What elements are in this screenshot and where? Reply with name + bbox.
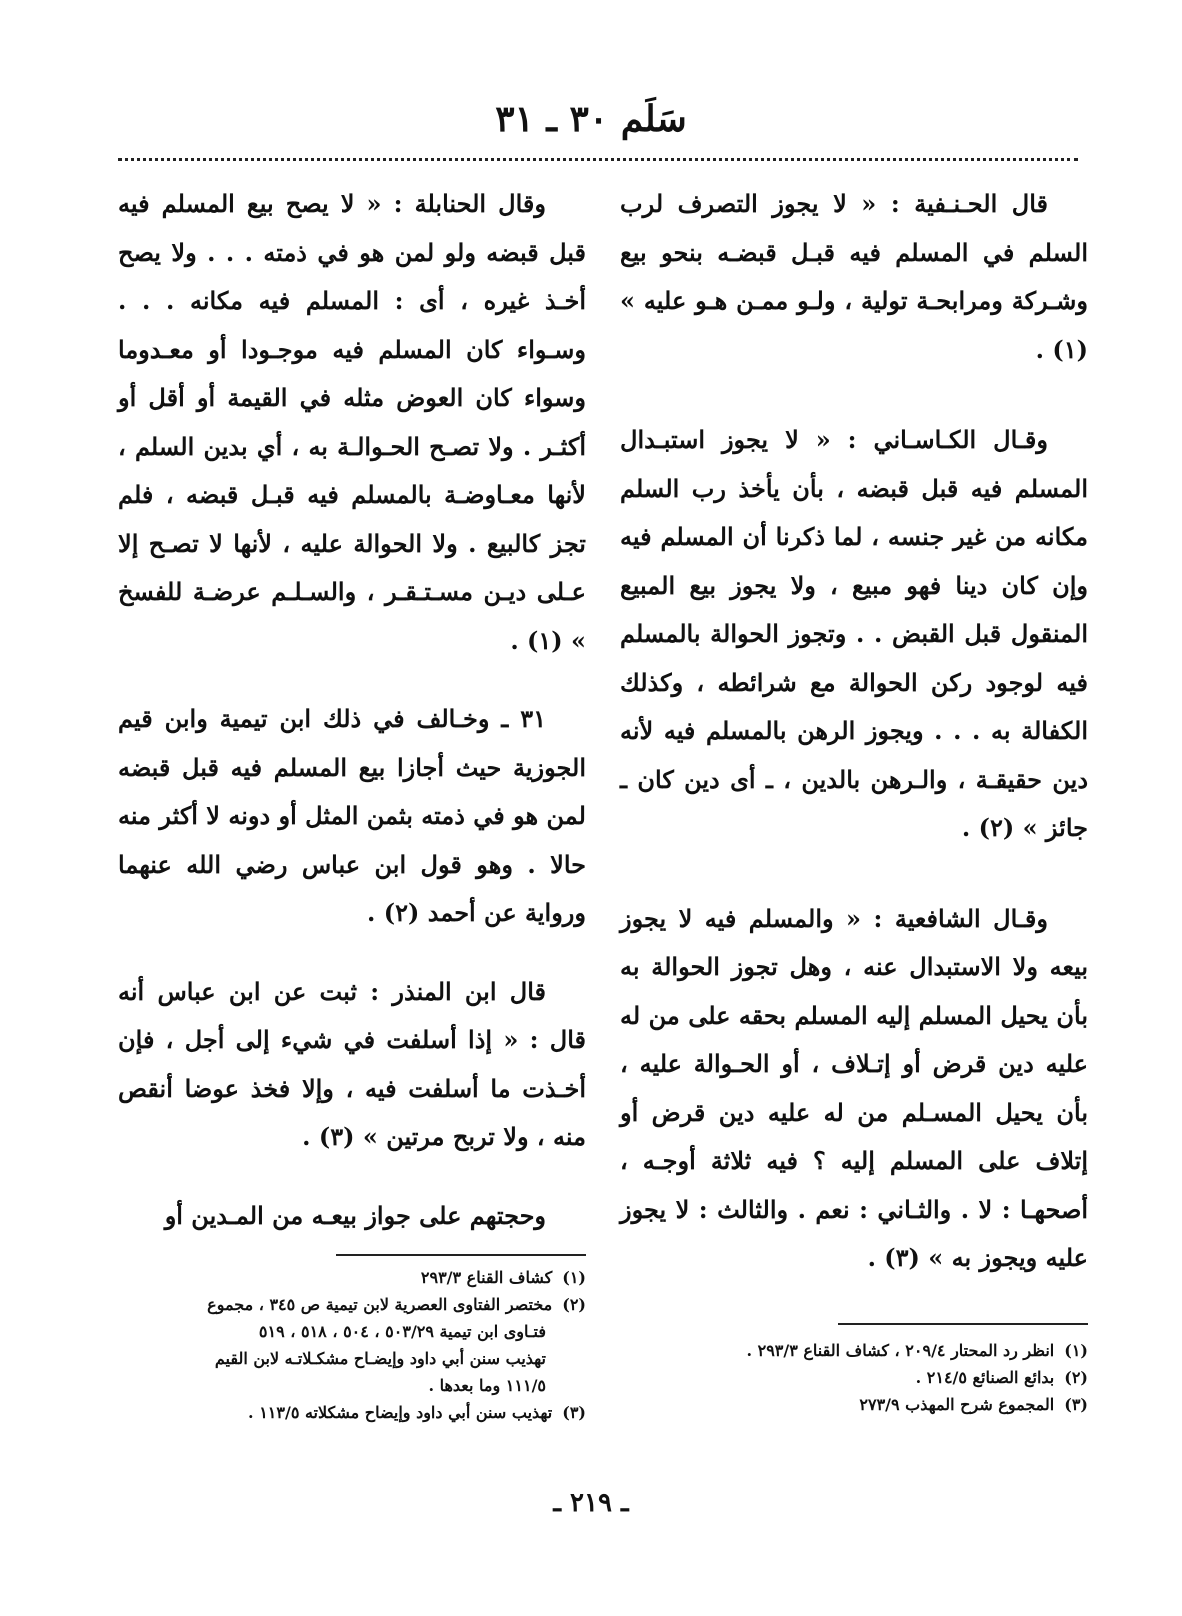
- footnote-divider: [336, 1254, 586, 1256]
- paragraph-argument: وحجتهم على جواز بيعـه من المـدين أو: [164, 1200, 546, 1230]
- page-title: سَلَم ٣٠ ـ ٣١: [495, 98, 687, 140]
- footnote-continuation: ١١١/٥ وما بعدها .: [428, 1376, 546, 1395]
- paragraph-section-31: ٣١ ـ وخـالف في ذلك ابن تيمية وابن قيم الجوزية حيث أجازا بيع المسلم فيه قبل قبضه لمن هو في ذمته بثمن المثل أو دونه لا أكثر منه حالا . وهو قول ابن عباس رضي الله عنهما ورواية عن أحمد (٢) .: [118, 704, 586, 927]
- right-column: [620, 180, 1088, 1283]
- paragraph-hanafi: قال الحـنـفية : « لا يجوز التصرف لرب السلم في المسلم فيه قبـل قبضـه بنحو بيع وشـركة ومرابحـة تولية ، ولـو ممـن هـو عليه » (١) .: [620, 189, 1088, 364]
- header-divider: [118, 158, 1078, 161]
- paragraph-kasani: وقـال الكـاسـاني : « لا يجوز استبـدال المسلم فيه قبل قبضه ، بأن يأخذ رب السلم مكانه من غير جنسه ، لما ذكرنا أن المسلم فيه وإن كان دينا فهو مبيع ، ولا يجوز بيع المبيع المنقول قبل القبض . . وتجوز الحوالة بالمسلم فيه لوجود ركن الحوالة مع شرائطه ، وكذلك الكفالة به . . . ويجوز الرهن بالمسلم فيه لأنه دين حقيقـة ، والـرهن بالدين ، ـ أى دين كان ـ جائز » (٢) .: [620, 425, 1088, 842]
- left-column: [118, 180, 586, 1240]
- footnote: (٢)بدائع الصنائع ٢١٤/٥ .: [915, 1368, 1088, 1387]
- footnote: (٣)المجموع شرح المهذب ٢٧٣/٩: [859, 1395, 1088, 1414]
- page-number: ـ ٢١٩ ـ: [553, 1488, 629, 1518]
- footnote: (٢)مختصر الفتاوى العصرية لابن تيمية ص ٣٤٥ ، مجموع فتـاوى ابن تيمية ٥٠٣/٢٩ ، ٥٠٤ ، ٥١٨ ، ٥١٩ تهذيب سنن أبي داود وإيضـاح مشكـلاتـه لابن القيم ١١١/٥ وما بعدها .: [118, 1291, 586, 1399]
- footnote: (١)كشاف القناع ٢٩٣/٣: [420, 1268, 586, 1287]
- footnotes-left: [118, 1264, 586, 1426]
- footnote: (٣)تهذيب سنن أبي داود وإيضاح مشكلاته ١١٣/٥ .: [248, 1403, 586, 1422]
- paragraph-shafii: وقـال الشافعية : « والمسلم فيه لا يجوز بيعه ولا الاستبدال عنه ، وهل تجوز الحوالة به بأن يحيل المسلم إليه المسلم بحقه على من له عليه دين قرض أو إتـلاف ، أو الحـوالة عليه ، بأن يحيل المسـلم من له عليه دين قرض أو إتلاف على المسلم إليه ؟ فيه ثلاثة أوجـه ، أصحهـا : لا . والثـاني : نعم . والثالث : لا يجوز عليه ويجوز به » (٣) .: [620, 903, 1088, 1272]
- footnote-continuation: تهذيب سنن أبي داود وإيضـاح مشكـلاتـه لابن القيم: [214, 1349, 546, 1368]
- footnote-continuation: فتـاوى ابن تيمية ٥٠٣/٢٩ ، ٥٠٤ ، ٥١٨ ، ٥١٩: [258, 1322, 546, 1341]
- footnotes-right: [620, 1337, 1088, 1418]
- paragraph-hanbali: وقال الحنابلة : « لا يصح بيع المسلم فيه قبل قبضه ولو لمن هو في ذمته . . . ولا يصح أخـذ غيره ، أى : المسلم فيه مكانه . . . وسـواء كان المسلم فيه موجـودا أو معـدوما وسواء كان العوض مثله في القيمة أو أقل أو أكثـر . ولا تصـح الحـوالـة به ، أي بدين السلم ، لأنها معـاوضـة بالمسلم فيه قبـل قبضه ، فلم تجز كالبيع . ولا الحوالة عليه ، لأنها لا تصـح إلا عـلى ديـن مسـتـقـر ، والسـلـم عرضـة للفسخ » (١) .: [118, 189, 586, 655]
- paragraph-ibn-almundhir: قال ابن المنذر : ثبت عن ابن عباس أنه قال : « إذا أسلفت في شيء إلى أجل ، فإن أخـذت ما أسلفت فيه ، وإلا فخذ عوضا أنقص منه ، ولا تربح مرتين » (٣) .: [118, 976, 586, 1151]
- footnote: (١)انظر رد المحتار ٢٠٩/٤ ، كشاف القناع ٢٩٣/٣ .: [746, 1341, 1088, 1360]
- footnote-divider: [838, 1323, 1088, 1325]
